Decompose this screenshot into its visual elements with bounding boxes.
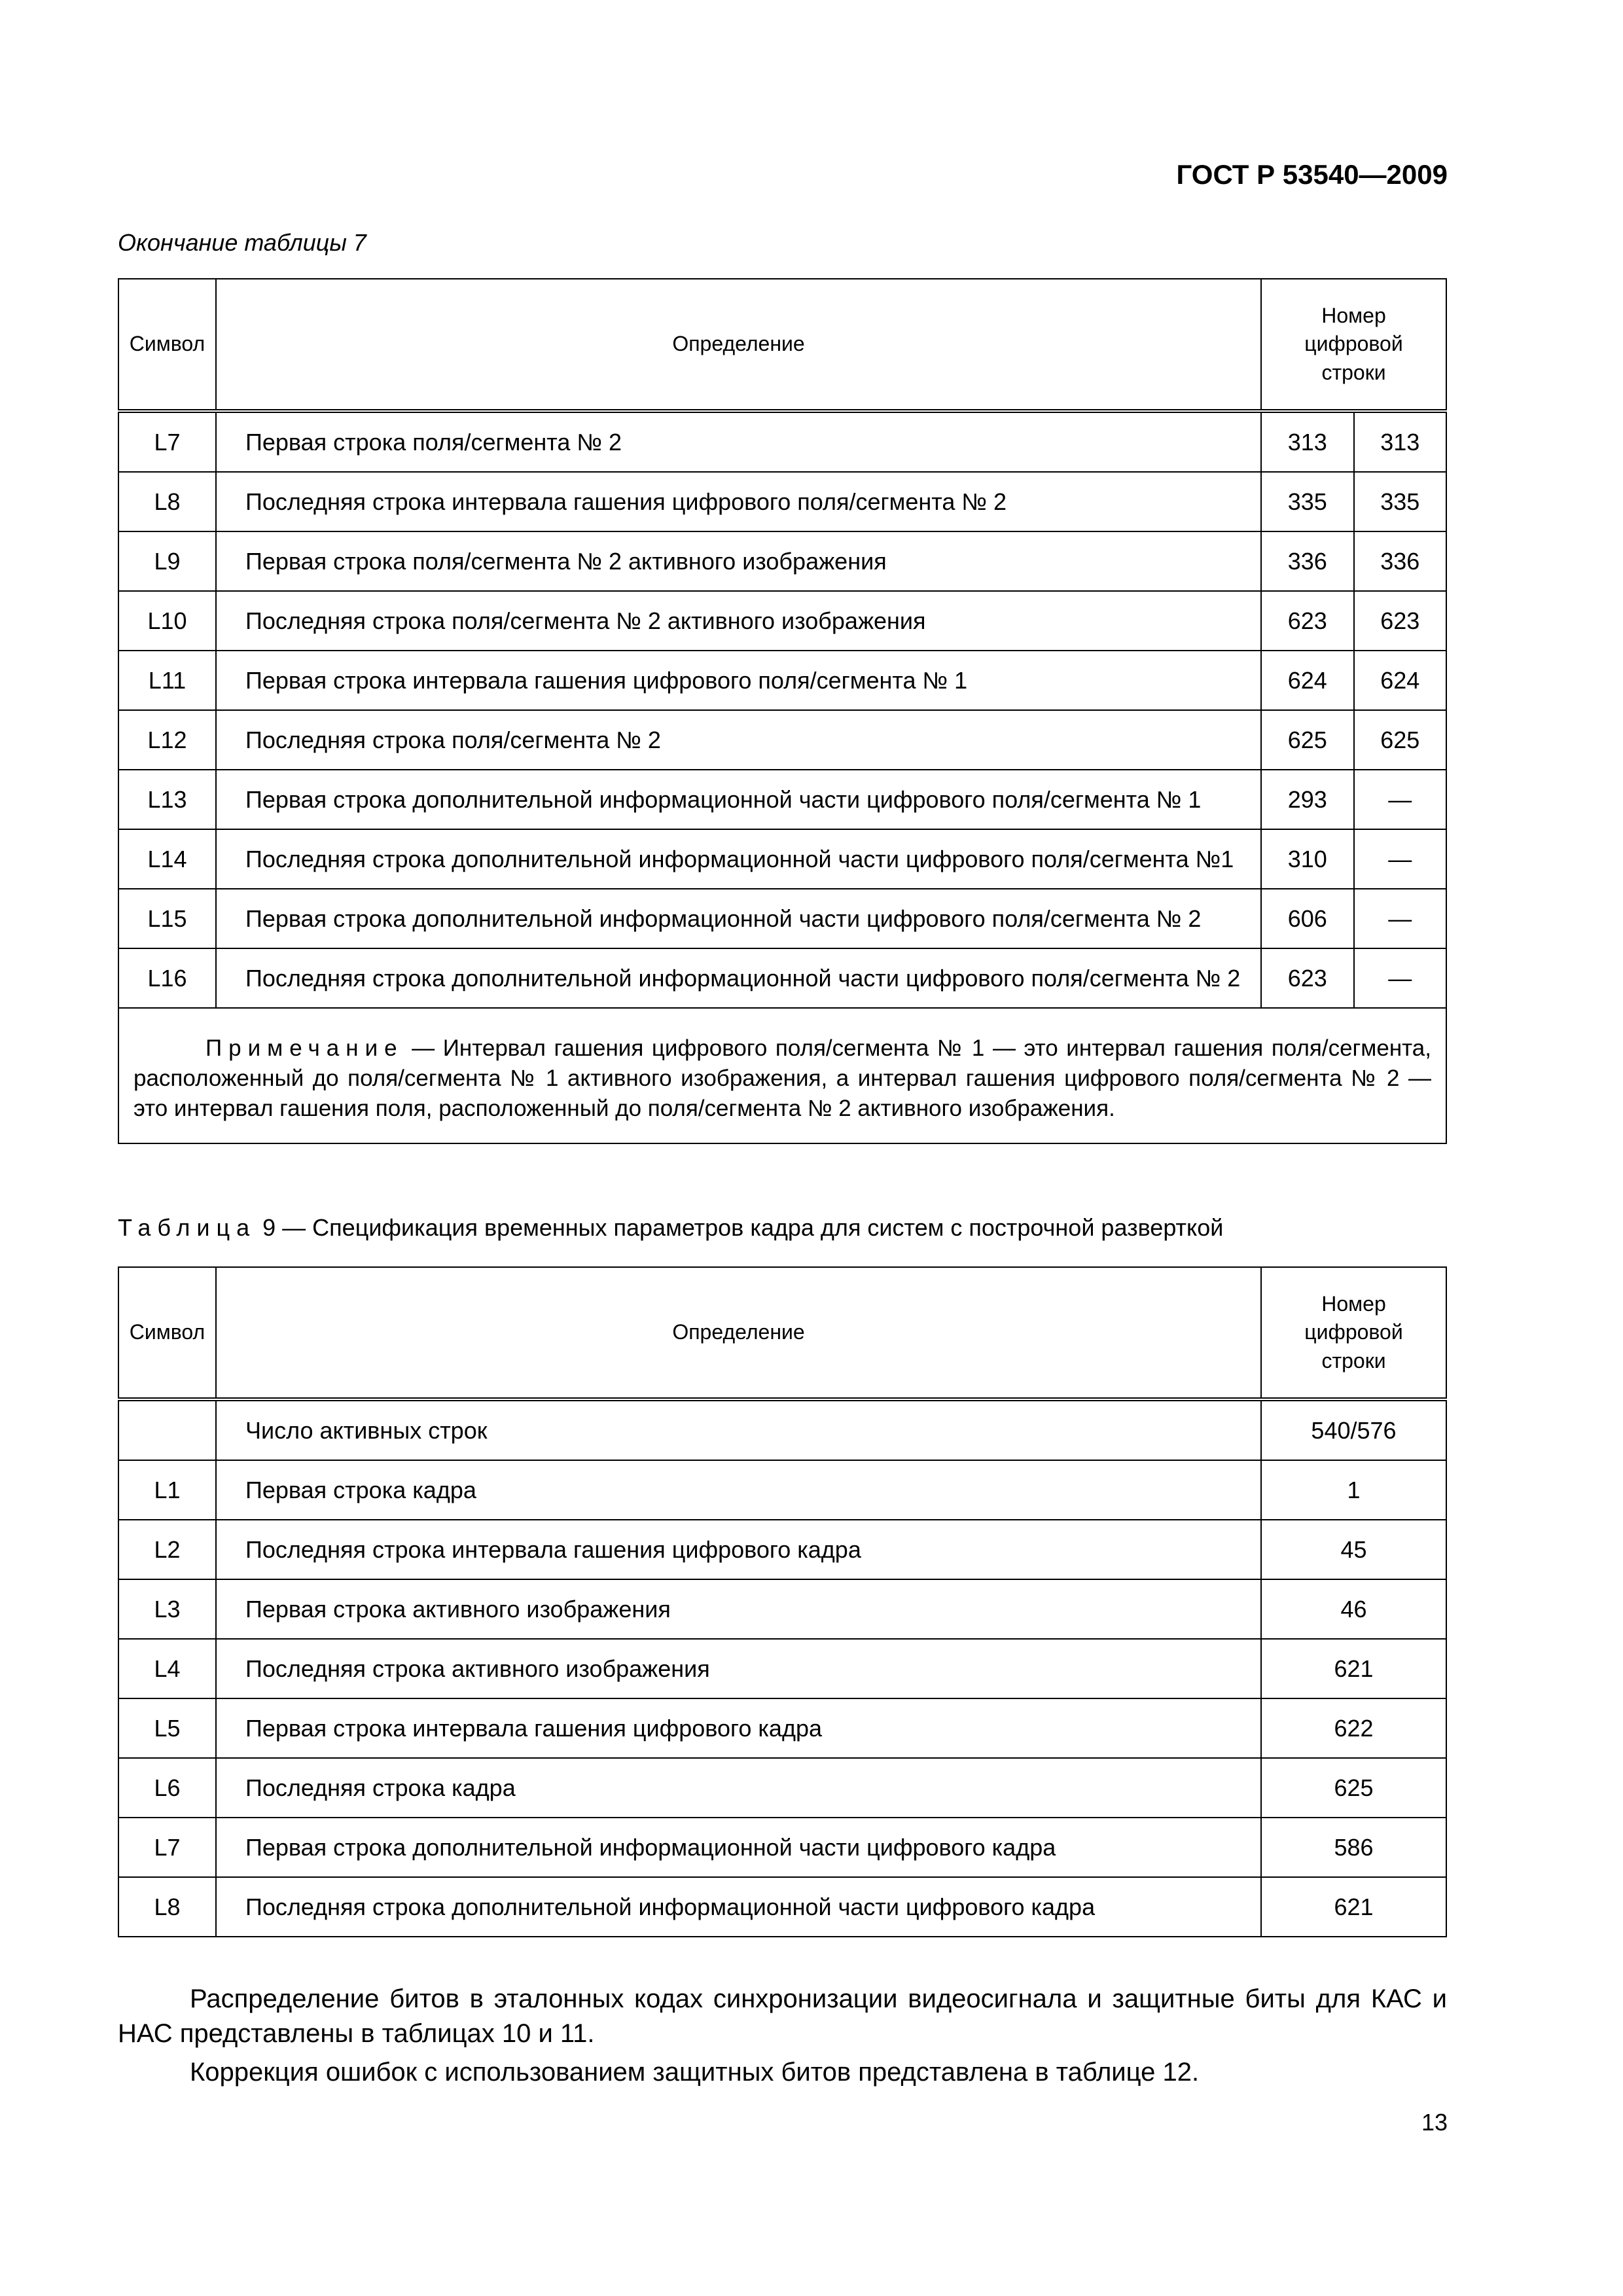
table-cell-number: 46 — [1261, 1579, 1446, 1639]
table7-note-row — [118, 1008, 1446, 1143]
table9-caption-text: 9 — Спецификация временных параметров кадра для систем с построчной разверткой — [256, 1214, 1224, 1241]
table9 — [118, 1266, 1447, 1937]
table-cell-number-1: 313 — [1261, 411, 1354, 472]
table-row — [118, 1460, 1446, 1520]
table-cell-symbol: L9 — [118, 531, 216, 591]
table-cell-definition: Первая строка дополнительной информационной части цифрового поля/сегмента № 2 — [216, 889, 1261, 948]
table-cell-symbol: L5 — [118, 1698, 216, 1758]
table-cell-number-1: 336 — [1261, 531, 1354, 591]
table-row — [118, 1698, 1446, 1758]
table9-caption — [118, 1214, 1223, 1242]
table-cell-definition: Первая строка поля/сегмента № 2 активного изображения — [216, 531, 1261, 591]
table-row — [118, 531, 1446, 591]
table-cell-number-1: 293 — [1261, 770, 1354, 829]
table-cell-definition: Первая строка активного изображения — [216, 1579, 1261, 1639]
table-cell-definition: Последняя строка кадра — [216, 1758, 1261, 1818]
table-row — [118, 710, 1446, 770]
table-cell-symbol: L13 — [118, 770, 216, 829]
table-cell-definition: Последняя строка поля/сегмента № 2 — [216, 710, 1261, 770]
body-paragraph-2: Коррекция ошибок с использованием защитных битов представлена в таблице 12. — [190, 2058, 1200, 2087]
table-cell-number-2: 625 — [1354, 710, 1447, 770]
table-cell-definition: Первая строка интервала гашения цифрового поля/сегмента № 1 — [216, 651, 1261, 710]
table-cell-number: 586 — [1261, 1818, 1446, 1877]
table-cell-number: 622 — [1261, 1698, 1446, 1758]
table-cell-definition: Последняя строка активного изображения — [216, 1639, 1261, 1698]
table-cell-symbol — [118, 1399, 216, 1460]
table-cell-definition: Последняя строка интервала гашения цифрового поля/сегмента № 2 — [216, 472, 1261, 531]
table-cell-definition: Первая строка дополнительной информационной части цифрового поля/сегмента № 1 — [216, 770, 1261, 829]
table-cell-number-1: 335 — [1261, 472, 1354, 531]
table7-continuation-caption: Окончание таблицы 7 — [118, 229, 366, 256]
table-cell-number-2: 335 — [1354, 472, 1447, 531]
table-row — [118, 591, 1446, 651]
table-row — [118, 889, 1446, 948]
table-cell-symbol: L1 — [118, 1460, 216, 1520]
table-cell-symbol: L4 — [118, 1639, 216, 1698]
table-row — [118, 472, 1446, 531]
table-cell-number: 45 — [1261, 1520, 1446, 1579]
table-cell-definition: Последняя строка дополнительной информационной части цифрового поля/сегмента № 2 — [216, 948, 1261, 1008]
table-row — [118, 1399, 1446, 1460]
table7-header-row — [118, 279, 1446, 411]
table-row — [118, 1877, 1446, 1937]
table7-header-symbol: Символ — [118, 279, 216, 411]
table-cell-symbol: L12 — [118, 710, 216, 770]
table-cell-definition: Число активных строк — [216, 1399, 1261, 1460]
page-number: 13 — [1421, 2109, 1448, 2136]
table-cell-symbol: L11 — [118, 651, 216, 710]
table-cell-number-1: 310 — [1261, 829, 1354, 889]
table-cell-number: 621 — [1261, 1639, 1446, 1698]
table7-note-text: — Интервал гашения цифрового поля/сегмента № 1 — это интервал гашения поля/сегмента, расположенный до поля/сегмента № 1 активного изображения, а интервал гашения цифрового поля/сегмента № 2 — это интервал гашения поля, расположенный до поля/сегмента № 2 активного изображения. — [134, 1035, 1431, 1122]
table7-header-number: Номер цифровой строки — [1261, 279, 1446, 411]
table-cell-number-2: 336 — [1354, 531, 1447, 591]
table-cell-symbol: L8 — [118, 472, 216, 531]
table-row — [118, 1639, 1446, 1698]
table7-note — [118, 1008, 1446, 1143]
table-cell-number-2: — — [1354, 829, 1447, 889]
table-cell-definition: Последняя строка поля/сегмента № 2 активного изображения — [216, 591, 1261, 651]
table-cell-number-2: — — [1354, 770, 1447, 829]
table9-header-row — [118, 1267, 1446, 1399]
table-cell-number-1: 623 — [1261, 948, 1354, 1008]
table9-header-symbol: Символ — [118, 1267, 216, 1399]
table7 — [118, 278, 1447, 1144]
document-code: ГОСТ Р 53540—2009 — [1176, 159, 1448, 190]
table-cell-number: 540/576 — [1261, 1399, 1446, 1460]
table-cell-symbol: L3 — [118, 1579, 216, 1639]
table-cell-definition: Последняя строка дополнительной информационной части цифрового поля/сегмента №1 — [216, 829, 1261, 889]
table-cell-definition: Первая строка дополнительной информационной части цифрового кадра — [216, 1818, 1261, 1877]
table-cell-number-2: — — [1354, 948, 1447, 1008]
body-paragraph-1: Распределение битов в эталонных кодах синхронизации видеосигнала и защитные биты для КАС и НАС представлены в таблицах 10 и 11. — [118, 1984, 1447, 2048]
table-cell-symbol: L16 — [118, 948, 216, 1008]
table-cell-number: 621 — [1261, 1877, 1446, 1937]
table7-header-definition: Определение — [216, 279, 1261, 411]
table-cell-symbol: L7 — [118, 1818, 216, 1877]
table-row — [118, 829, 1446, 889]
table-row — [118, 1758, 1446, 1818]
table-cell-definition: Первая строка кадра — [216, 1460, 1261, 1520]
table-cell-number-1: 623 — [1261, 591, 1354, 651]
table-row — [118, 1520, 1446, 1579]
table9-header-definition: Определение — [216, 1267, 1261, 1399]
table-row — [118, 411, 1446, 472]
table-cell-number-2: — — [1354, 889, 1447, 948]
table-cell-symbol: L2 — [118, 1520, 216, 1579]
table-row — [118, 948, 1446, 1008]
table-cell-definition: Последняя строка дополнительной информационной части цифрового кадра — [216, 1877, 1261, 1937]
table-cell-definition: Первая строка интервала гашения цифрового кадра — [216, 1698, 1261, 1758]
table-row — [118, 770, 1446, 829]
table-cell-number-1: 606 — [1261, 889, 1354, 948]
table-cell-definition: Первая строка поля/сегмента № 2 — [216, 411, 1261, 472]
table-cell-symbol: L14 — [118, 829, 216, 889]
table-row — [118, 651, 1446, 710]
table-cell-number: 625 — [1261, 1758, 1446, 1818]
table7-note-label: Примечание — [205, 1035, 404, 1061]
table-row — [118, 1818, 1446, 1877]
table-cell-number-2: 623 — [1354, 591, 1447, 651]
table-cell-number-2: 313 — [1354, 411, 1447, 472]
table-cell-definition: Последняя строка интервала гашения цифрового кадра — [216, 1520, 1261, 1579]
table-cell-number-1: 624 — [1261, 651, 1354, 710]
table9-header-number: Номер цифровой строки — [1261, 1267, 1446, 1399]
table-cell-symbol: L7 — [118, 411, 216, 472]
table-cell-number: 1 — [1261, 1460, 1446, 1520]
table9-caption-label: Таблица — [118, 1214, 257, 1241]
table-row — [118, 1579, 1446, 1639]
table-cell-number-2: 624 — [1354, 651, 1447, 710]
table-cell-symbol: L8 — [118, 1877, 216, 1937]
table-cell-symbol: L10 — [118, 591, 216, 651]
table-cell-number-1: 625 — [1261, 710, 1354, 770]
table-cell-symbol: L6 — [118, 1758, 216, 1818]
table-cell-symbol: L15 — [118, 889, 216, 948]
